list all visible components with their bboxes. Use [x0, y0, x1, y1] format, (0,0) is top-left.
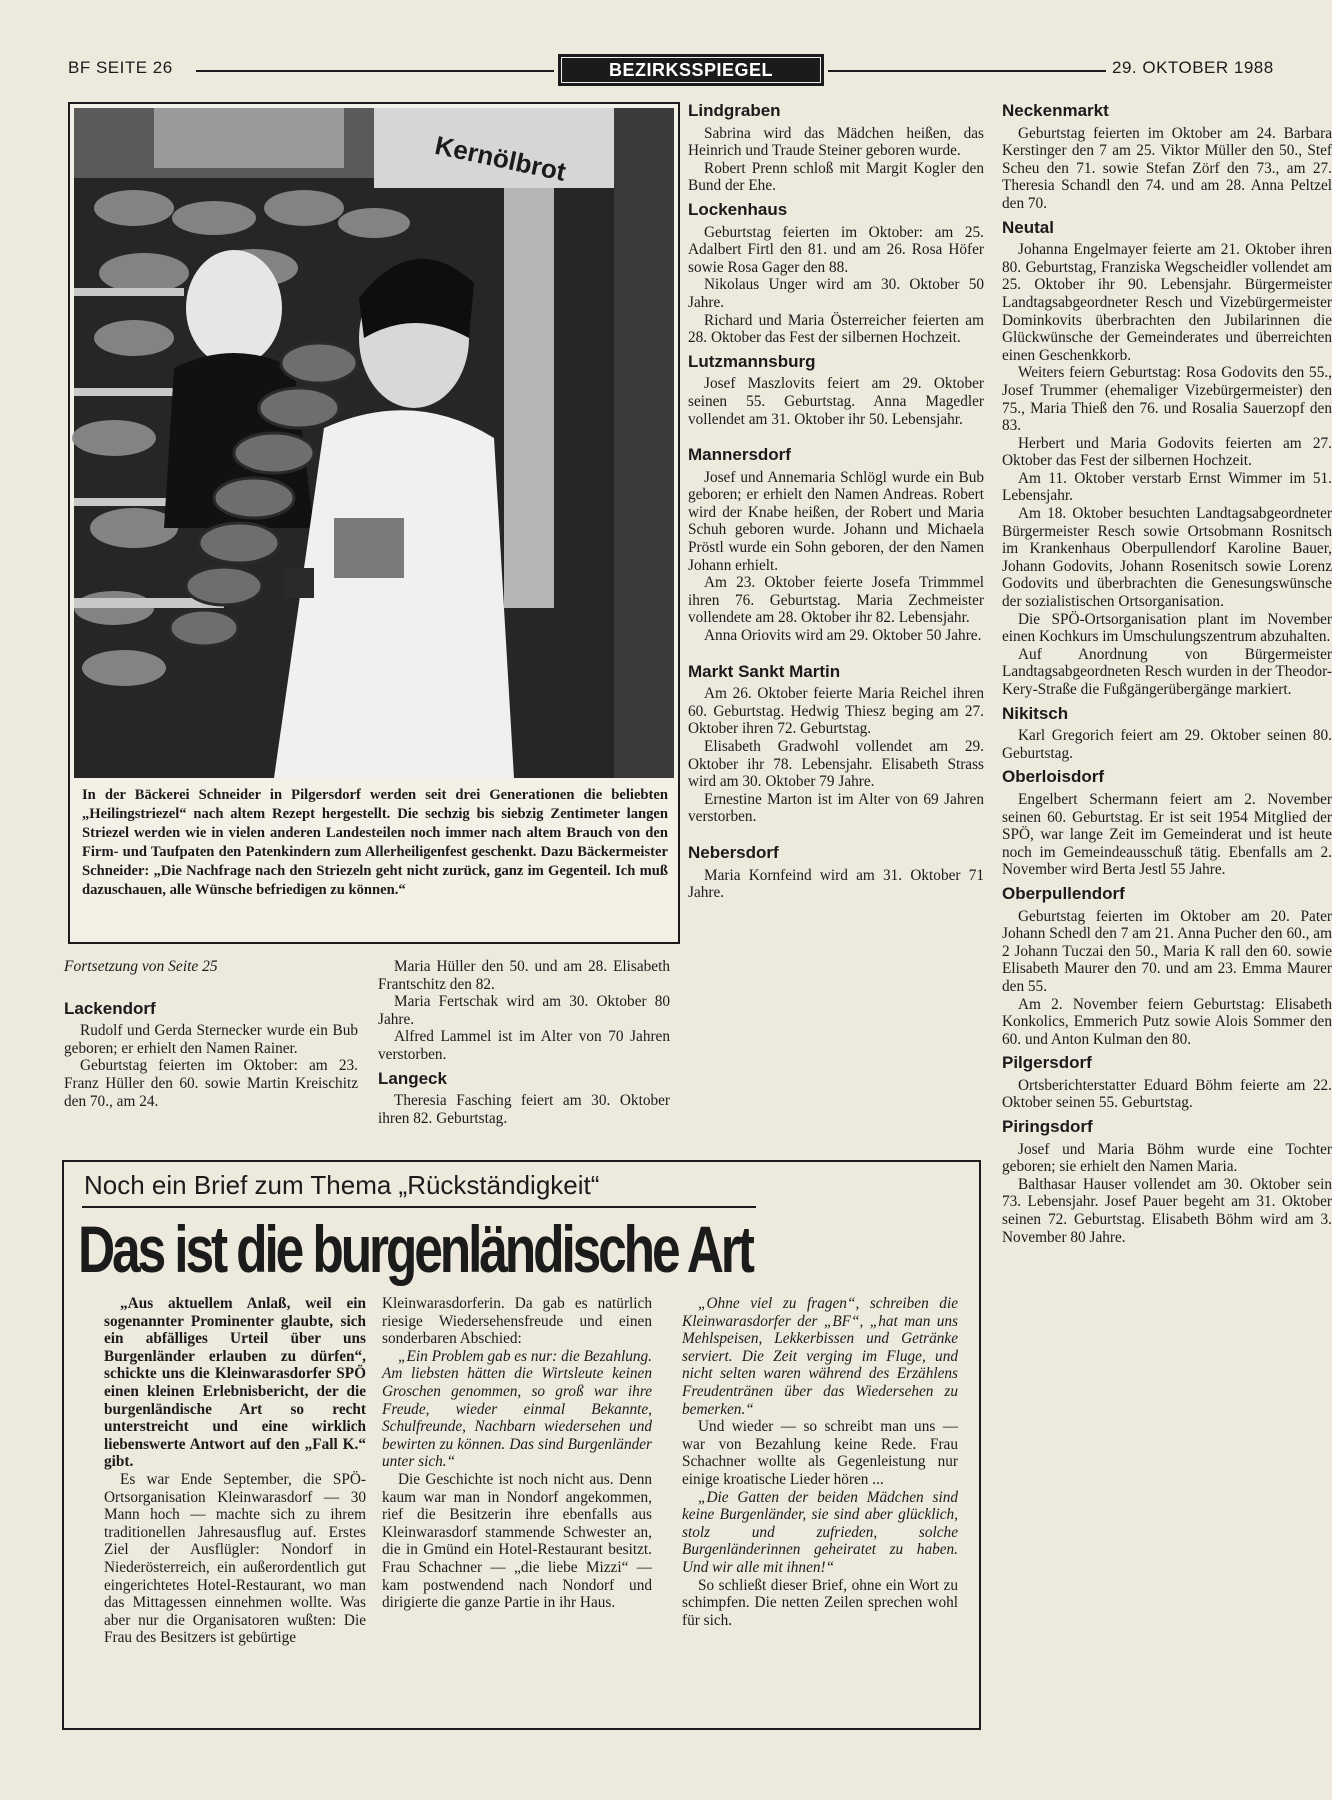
locality-heading: Lutzmannsburg — [688, 351, 816, 371]
paragraph: Sabrina wird das Mädchen heißen, das Heinrich und Traude Steiner geboren wurde. — [688, 124, 984, 160]
paragraph: „Ein Problem gab es nur: die Bezahlung. Am liebsten hätten die Wirtsleute keinen Groschen genommen, so groß war ihre Freude, wieder einmal Bekannte, Schulfreunde, Nachbarn wiedersehen und bewirten zu können. Das sind Burgenländer unter sich.“ — [382, 1347, 652, 1471]
lower-left-column-2 — [378, 958, 670, 1127]
spacer — [688, 428, 984, 440]
paragraph: Herbert und Maria Godovits feierten am 27. Oktober das Fest der silbernen Hochzeit. — [1002, 434, 1332, 470]
right-column — [1002, 101, 1332, 1762]
paragraph: Geburtstag feierten im Oktober am 20. Pater Johann Schedl den 7 am 21. Anna Pucher den 60., am 2 Johann Tuczai den 50., Maria K rall den 60. sowie Elisabeth Maurer den 70. und am 23. Emma Maurer den 55. — [1002, 907, 1332, 995]
locality-heading: Neutal — [1002, 217, 1054, 237]
paragraph: Anna Oriovits wird am 29. Oktober 50 Jahre. — [704, 627, 982, 645]
paragraph: Josef und Annemaria Schlögl wurde ein Bub geboren; er erhielt den Namen Andreas. Robert wird der Knabe heißen, der Robert und Maria Schuh geboren wurde. Johann und Michaela Pröstl wurde ein Sohn geboren, der den Namen Johann erhielt. — [688, 468, 984, 574]
paragraph: Am 18. Oktober besuchten Landtagsabgeordneter Bürgermeister Resch sowie Ortsobmann Rosnitsch im Krankenhaus Oberpullendorf Karoline Bauer, Johann Godovits, Johann Rosenitsch sowie Lorenz Godovits und überbrachten die Genesungswünsche der sozialistischen Ortsorganisation. — [1002, 505, 1332, 611]
issue-date: 29. OKTOBER 1988 — [1112, 58, 1274, 77]
paragraph: Am 2. November feiern Geburtstag: Elisabeth Konkolics, Emmerich Putz sowie Alois Sommer den 60. und Anton Kulman den 80. — [1002, 995, 1332, 1048]
locality-heading: Piringsdorf — [1002, 1117, 1093, 1137]
paragraph: Nikolaus Unger wird am 30. Oktober 50 Jahre. — [688, 276, 984, 311]
paragraph: Josef Maszlovits feiert am 29. Oktober seinen 55. Geburtstag. Anna Magedler vollendet am 31. Oktober ihr 50. Lebensjahr. — [688, 375, 984, 428]
locality-heading: Nebersdorf — [688, 842, 779, 862]
paragraph: „Aus aktuellem Anlaß, weil ein sogenannter Prominenter glaubte, sich ein abfälliges Urteil über uns Burgenländer erlauben zu dürfen“, schickte uns die Kleinwarasdorfer SPÖ einen kleinen Erlebnisbericht, der die burgenländische Art so recht unterstreicht und eine wirklich liebenswerte Antwort auf den „Fall K.“ gibt. — [104, 1295, 366, 1471]
locality-heading: Lockenhaus — [688, 199, 788, 219]
paragraph: Am 26. Oktober feierte Maria Reichel ihren 60. Geburtstag. Hedwig Thiesz beging am 27. Oktober ihren 72. Geburtstag. — [688, 685, 984, 738]
kicker-rule — [82, 1206, 756, 1208]
paragraph: Geburtstag feierten im Oktober am 24. Barbara Kerstinger den 7 am 25. Viktor Müller den 50., Stef Scheu den 71. sowie Stefan Zörf den 73., am 27. Theresia Schandl den 74. und am 28. Anna Peltzel den 70. — [1002, 124, 1332, 212]
paragraph: „Die Gatten der beiden Mädchen sind keine Burgenländer, sie sind aber glücklich, stolz und zufrieden, solche Burgenländerinnen geheiratet zu haben. Und wir alle mit ihnen!“ — [682, 1488, 958, 1576]
feature-column-3 — [682, 1295, 958, 1629]
continuation-note: Fortsetzung von Seite 25 — [64, 958, 218, 975]
feature-column-1 — [104, 1295, 366, 1647]
bakery-photo-illustration — [74, 108, 674, 778]
locality-heading: Markt Sankt Martin — [688, 661, 841, 681]
header-rule-left — [196, 70, 554, 72]
locality-heading: Neckenmarkt — [1002, 101, 1109, 120]
paragraph: Robert Prenn schloß mit Margit Kogler den Bund der Ehe. — [688, 159, 984, 195]
section-masthead: BEZIRKSSPIEGEL — [558, 54, 824, 86]
feature-column-2 — [382, 1295, 652, 1612]
header-rule-right — [828, 70, 1106, 72]
paragraph: Theresia Fasching feiert am 30. Oktober ihren 82. Geburtstag. — [378, 1092, 670, 1127]
paragraph: Josef und Maria Böhm wurde eine Tochter geboren; sie erhielt den Namen Maria. — [1002, 1140, 1332, 1176]
paragraph: Die Geschichte ist noch nicht aus. Denn kaum war man in Nondorf angekommen, rief die Besitzerin ihre ebenfalls aus Kleinwarasdorf stammende Schwester an, die in Gmünd ein Hotel-Restaurant besitzt. Frau Schachner — „die liebe Mizzi“ — kam postwendend nach Nondorf und dirigierte die ganze Partie in ihr Haus. — [382, 1470, 652, 1612]
feature-headline: Das ist die burgenländische Art — [78, 1212, 752, 1286]
feature-kicker: Noch ein Brief zum Thema „Rückständigkeit“ — [84, 1170, 600, 1200]
paragraph: Alfred Lammel ist im Alter von 70 Jahren verstorben. — [378, 1028, 670, 1063]
paragraph: Karl Gregorich feiert am 29. Oktober seinen 80. Geburtstag. — [1002, 727, 1332, 762]
bakery-photo — [74, 108, 674, 778]
locality-heading: Langeck — [378, 1068, 447, 1088]
paragraph: So schließt dieser Brief, ohne ein Wort zu schimpfen. Die netten Zeilen sprechen wohl für sich. — [682, 1576, 958, 1629]
locality-heading: Mannersdorf — [688, 445, 791, 465]
spacer — [688, 826, 984, 838]
paragraph: Ortsberichterstatter Eduard Böhm feierte am 22. Oktober seinen 55. Geburtstag. — [1002, 1076, 1332, 1112]
paragraph: Engelbert Schermann feiert am 2. November seinen 60. Geburtstag. Er ist seit 1954 Mitglied der SPÖ, war lange Zeit im Gemeinderat und ist heute noch im Gemeindeausschuß tätig. Ebenfalls am 2. November wird Berta Jestl 55 Jahre. — [1002, 790, 1332, 879]
paragraph: Ernestine Marton ist im Alter von 69 Jahren verstorben. — [688, 790, 984, 826]
paragraph: Maria Fertschak wird am 30. Oktober 80 Jahre. — [378, 993, 670, 1028]
paragraph: Am 23. Oktober feierte Josefa Trimmmel ihren 76. Geburtstag. Maria Zechmeister vollendete am 28. Oktober ihr 82. Lebensjahr. — [688, 574, 984, 627]
photo-box — [68, 102, 680, 944]
paragraph: Balthasar Hauser vollendet am 30. Oktober sein 73. Lebensjahr. Josef Pauer begeht am 31. Oktober seinen 72. Geburtstag. Elisabeth Böhm wird am 3. November 80 Jahre. — [1002, 1175, 1332, 1246]
page-number: BF SEITE 26 — [68, 58, 173, 77]
photo-sign-text: Kernölbrot — [432, 129, 569, 187]
spacer — [688, 645, 984, 657]
locality-heading: Lindgraben — [688, 101, 781, 120]
paragraph: Die SPÖ-Ortsorganisation plant im November einen Kochkurs im Umschulungszentrum abzuhalten. — [1002, 610, 1332, 646]
paragraph: Geburtstag feierten im Oktober: am 25. Adalbert Firtl den 81. und am 26. Rosa Höfer sowie Rosa Gager den 88. — [688, 223, 984, 276]
paragraph: Maria Hüller den 50. und am 28. Elisabeth Frantschitz den 82. — [378, 958, 670, 993]
paragraph: Johanna Engelmayer feierte am 21. Oktober ihren 80. Geburtstag, Franziska Wegscheidler vollendet am 25. Oktober ihr 90. Lebensjahr. Bürgermeister Landtagsabgeordneter Resch und Vizebürgermeister Dominkovits überbrachten den Jubilarinnen die Glückwünsche der Gemeinderates und überreichten einen Geschenkkorb. — [1002, 241, 1332, 364]
locality-heading: Oberloisdorf — [1002, 767, 1105, 787]
paragraph: Am 11. Oktober verstarb Ernst Wimmer im 51. Lebensjahr. — [1002, 469, 1332, 505]
paragraph: Es war Ende September, die SPÖ-Ortsorganisation Kleinwarasdorf — 30 Mann hoch — machte sich zu ihrem traditionellen Jahresausflug auf. Erstes Ziel der Ausflügler: Nondorf in Niederösterreich, ein außerordentlich gut eingerichtetes Hotel-Restaurant, wo man das Mittagessen einnehmen wollte. Was aber nur die Organisatoren wußten: Die Frau des Besitzers ist gebürtige — [104, 1470, 366, 1647]
middle-column — [688, 102, 984, 902]
photo-caption: In der Bäckerei Schneider in Pilgersdorf werden seit drei Generationen die beliebten „Heilingstriezel“ nach altem Rezept hergestellt. Die sechzig bis siebzig Zentimeter langen Striezel werden wie in vielen anderen Landesteilen noch immer nach altem Brauch von den Firm- und Taufpaten den Patenkindern zum Allerheiligenfest geschenkt. Dazu Bäckermeister Schneider: „Die Nachfrage nach den Striezeln geht nicht zurück, ganz im Gegenteil. Ich muß dazuschauen, alle Wünsche befriedigen zu können.“ — [82, 787, 668, 898]
paragraph: Weiters feiern Geburtstag: Rosa Godovits den 55., Josef Trummer (ehemaliger Vizebürgermeister) den 75., Maria Thieß den 76. und Rosalia Sauerzopf den 83. — [1002, 364, 1332, 435]
feature-article-box — [62, 1160, 981, 1730]
locality-heading: Nikitsch — [1002, 703, 1069, 723]
paragraph: Auf Anordnung von Bürgermeister Landtagsabgeordneten Resch wurden in der Theodor-Kery-Straße die Fußgängerübergänge markiert. — [1002, 645, 1332, 698]
paragraph: Maria Kornfeind wird am 31. Oktober 71 Jahre. — [688, 866, 984, 902]
paragraph: Und wieder — so schreibt man uns — war von Bezahlung keine Rede. Frau Schachner wollte als Gegenleistung nur einige kroatische Lieder hören ... — [682, 1418, 958, 1488]
paragraph: „Ohne viel zu fragen“, schreiben die Kleinwarasdorfer der „BF“, „hat man uns Mehlspeisen, Lekkerbissen und Getränke serviert. Die Zeit verging im Fluge, und nicht selten waren während des Erzählens Freudentränen über das Wiedersehen zu bemerken.“ — [682, 1295, 958, 1418]
locality-heading: Oberpullendorf — [1002, 883, 1125, 903]
paragraph: Geburtstag feierten im Oktober: am 23. Franz Hüller den 60. sowie Martin Kreischitz den 70., am 24. — [64, 1057, 358, 1110]
locality-heading: Lackendorf — [64, 998, 156, 1018]
paragraph: Kleinwarasdorferin. Da gab es natürlich riesige Wiedersehensfreude und einen sonderbaren Abschied: — [382, 1295, 652, 1348]
paragraph: Rudolf und Gerda Sternecker wurde ein Bub geboren; er erhielt den Namen Rainer. — [64, 1022, 358, 1057]
paragraph: Richard und Maria Österreicher feierten am 28. Oktober das Fest der silbernen Hochzeit. — [688, 311, 984, 347]
locality-heading: Pilgersdorf — [1002, 1053, 1092, 1073]
paragraph: Elisabeth Gradwohl vollendet am 29. Oktober ihr 78. Lebensjahr. Elisabeth Strass wird am 30. Oktober 79 Jahre. — [688, 738, 984, 791]
lower-left-column-1 — [64, 958, 358, 1110]
